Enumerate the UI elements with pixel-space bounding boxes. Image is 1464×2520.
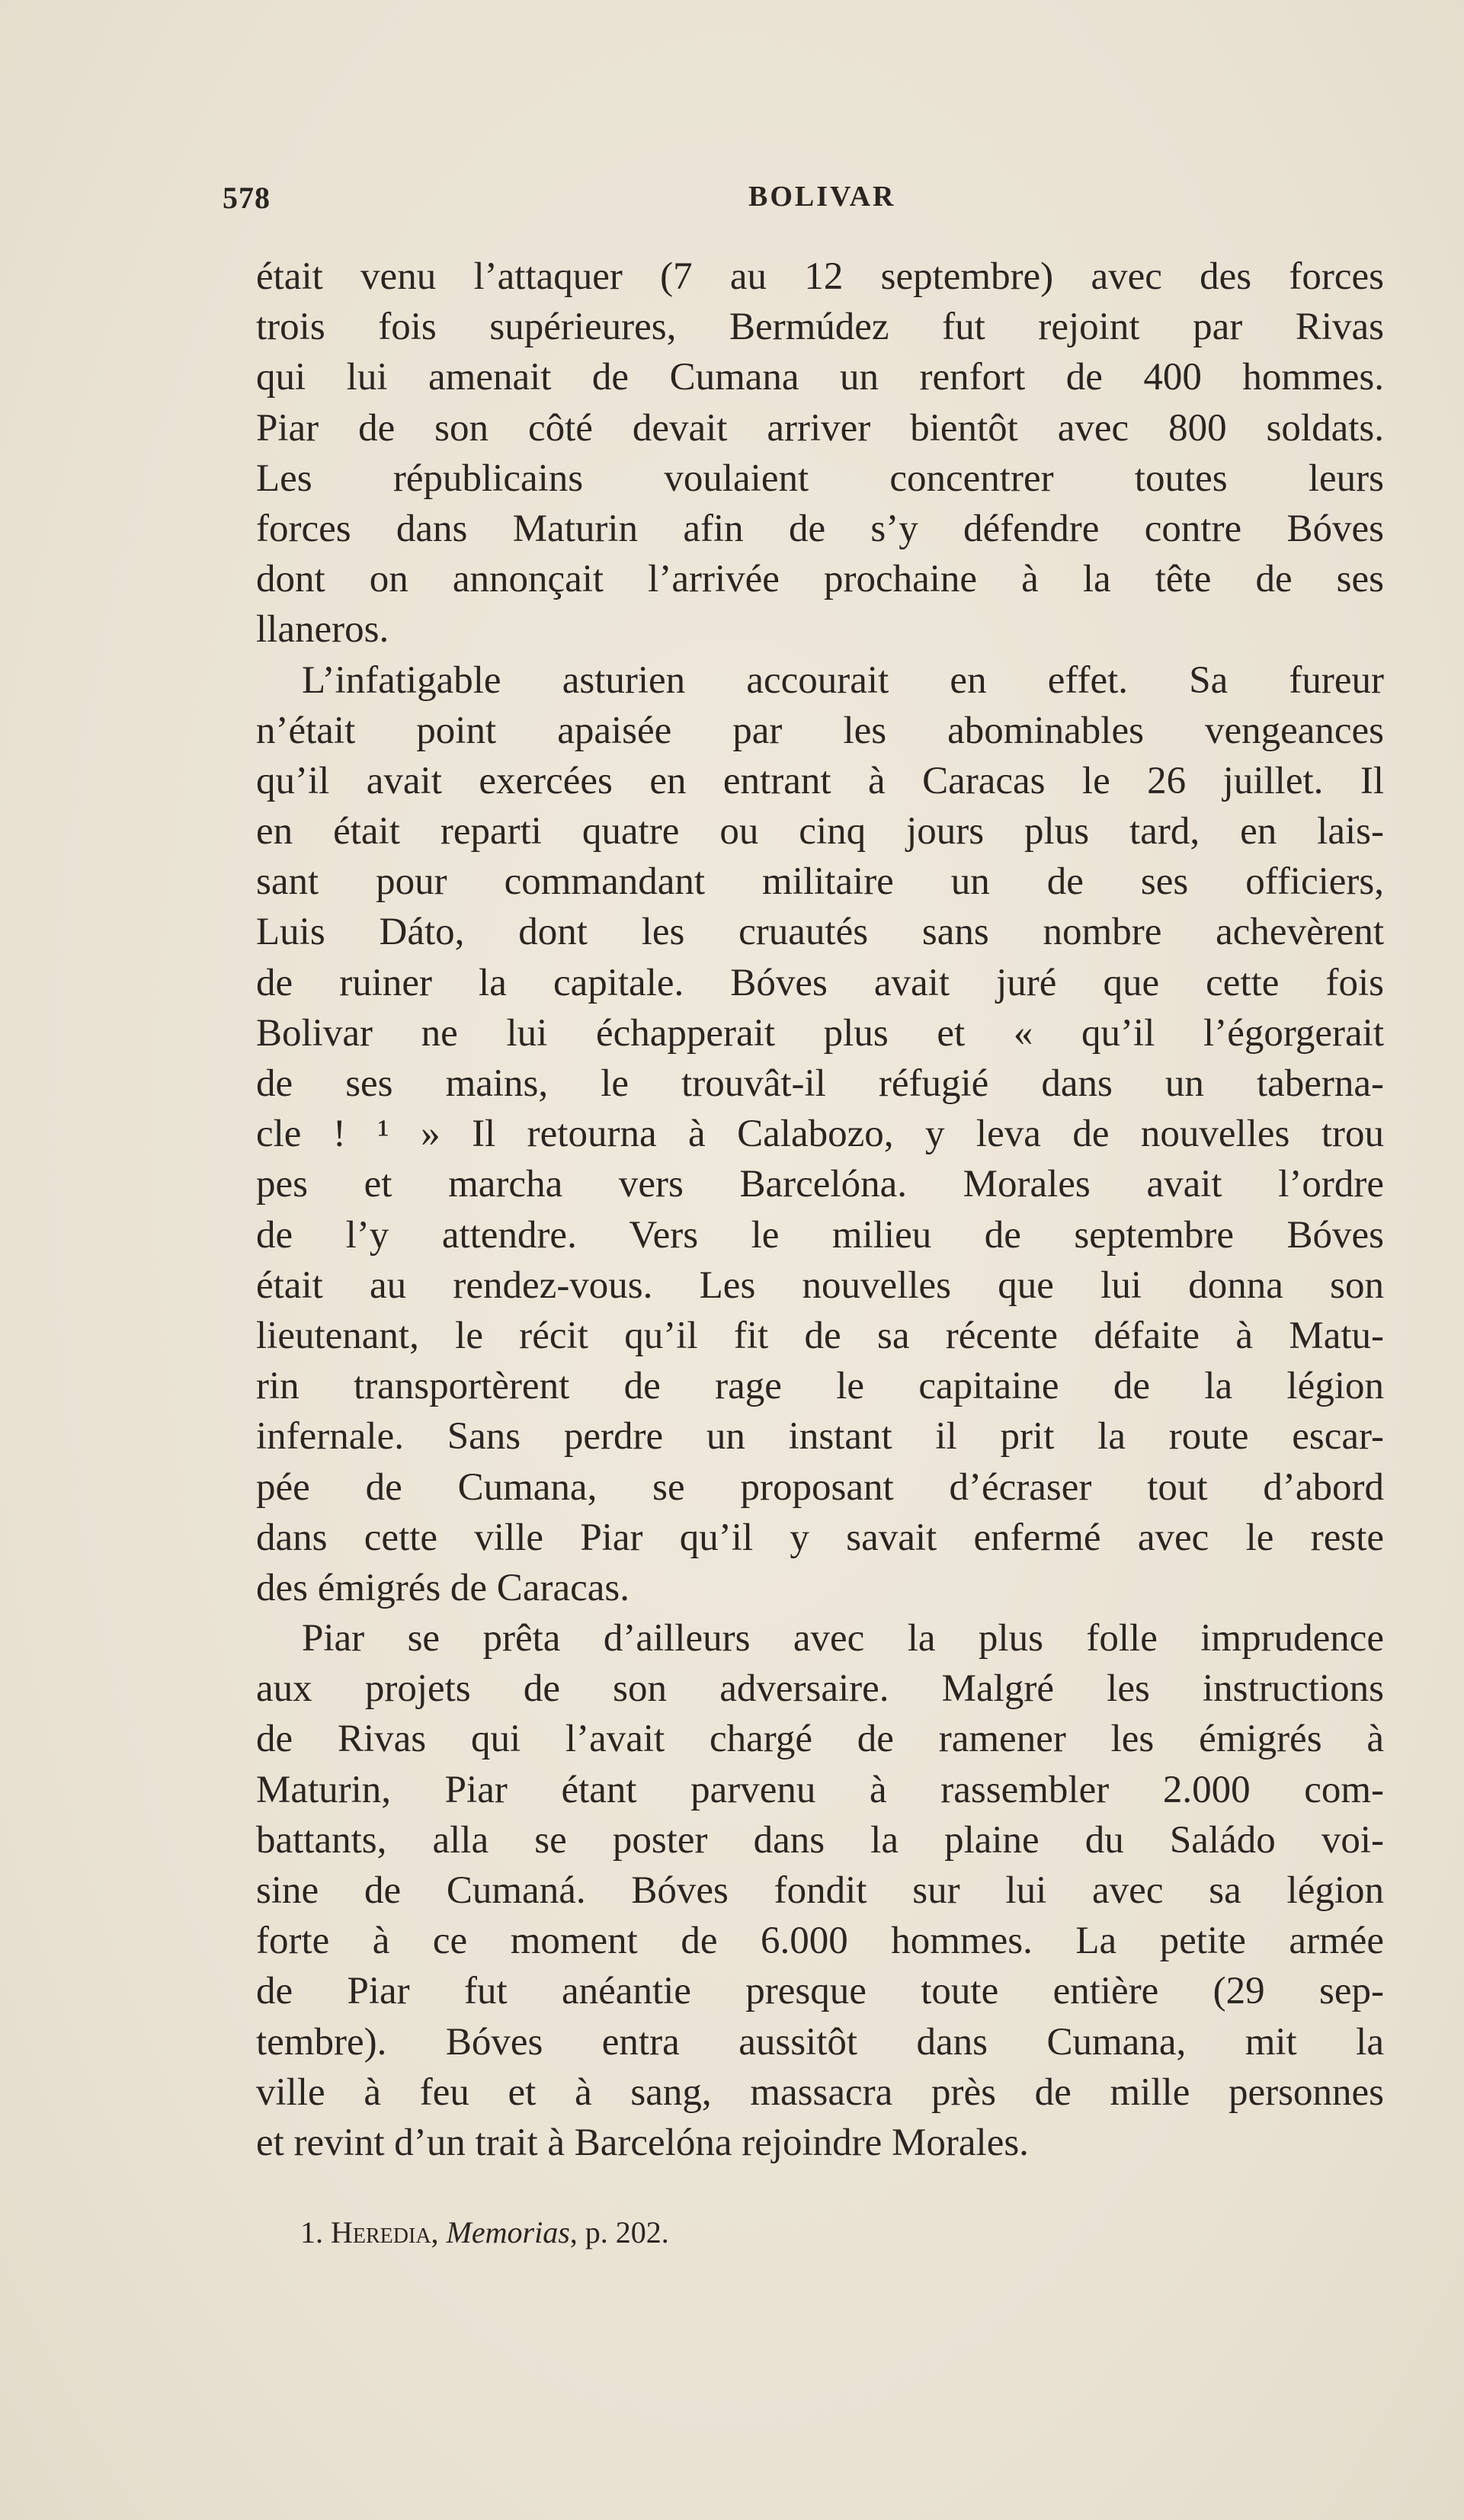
text-line: cle ! ¹ » Il retourna à Calabozo, y leva de nouvelles trou <box>256 1113 1384 1156</box>
text-line: de ruiner la capitale. Bóves avait juré que cette fois <box>256 961 1384 1004</box>
body-text <box>256 251 1384 2168</box>
text-line: L’infatigable asturien accourait en effet. Sa fureur <box>302 658 1384 702</box>
text-line: ville à feu et à sang, massacra près de mille personnes <box>256 2070 1384 2114</box>
text-line: Maturin, Piar étant parvenu à rassembler 2.000 com- <box>256 1768 1384 1811</box>
text-line: forte à ce moment de 6.000 hommes. La petite armée <box>256 1920 1384 1963</box>
text-line: n’était point apaisée par les abominables vengeances <box>256 709 1384 752</box>
text-line: lieutenant, le récit qu’il fit de sa récente défaite à Matu- <box>256 1314 1384 1357</box>
footnote-author: Heredia <box>331 2215 431 2249</box>
text-line: en était reparti quatre ou cinq jours plus tard, en lais- <box>256 810 1384 853</box>
text-line: et revint d’un trait à Barcelóna rejoindre Morales. <box>256 2121 1029 2164</box>
text-line: qui lui amenait de Cumana un renfort de 400 hommes. <box>256 356 1384 399</box>
running-head <box>223 180 1381 226</box>
text-line: qu’il avait exercées en entrant à Caracas le 26 juillet. Il <box>256 759 1384 802</box>
text-line: dans cette ville Piar qu’il y savait enfermé avec le reste <box>256 1516 1384 1559</box>
text-line: Piar de son côté devait arriver bientôt avec 800 soldats. <box>256 406 1384 450</box>
text-line: sine de Cumaná. Bóves fondit sur lui avec sa légion <box>256 1869 1384 1912</box>
text-line: trois fois supérieures, Bermúdez fut rejoint par Rivas <box>256 306 1384 349</box>
text-line: battants, alla se poster dans la plaine du Saládo voi- <box>256 1818 1384 1862</box>
text-line: sant pour commandant militaire un de ses officiers, <box>256 860 1384 904</box>
page-number: 578 <box>223 181 271 215</box>
text-line: Luis Dáto, dont les cruautés sans nombre achevèrent <box>256 911 1384 954</box>
text-line: Bolivar ne lui échapperait plus et « qu’il l’égorgerait <box>256 1011 1384 1055</box>
text-line: pée de Cumana, se proposant d’écraser tout d’abord <box>256 1465 1384 1509</box>
text-line: dont on annonçait l’arrivée prochaine à la tête de ses <box>256 558 1384 601</box>
footnote-page: p. 202. <box>585 2215 669 2249</box>
text-line: de l’y attendre. Vers le milieu de septembre Bóves <box>256 1213 1384 1257</box>
footnote: 1. Heredia, Memorias, p. 202. <box>300 2215 669 2249</box>
text-line: des émigrés de Caracas. <box>256 1566 629 1609</box>
text-line: tembre). Bóves entra aussitôt dans Cumana, mit la <box>256 2020 1384 2064</box>
text-line: de ses mains, le trouvât-il réfugié dans un taberna- <box>256 1062 1384 1105</box>
text-line: Piar se prêta d’ailleurs avec la plus folle imprudence <box>302 1617 1384 1660</box>
text-line: rin transportèrent de rage le capitaine de la légion <box>256 1365 1384 1408</box>
running-title: BOLIVAR <box>748 181 896 213</box>
text-line: Les républicains voulaient concentrer toutes leurs <box>256 456 1384 500</box>
text-line: de Rivas qui l’avait chargé de ramener les émigrés à <box>256 1718 1384 1761</box>
text-line: forces dans Maturin afin de s’y défendre contre Bóves <box>256 507 1384 550</box>
text-line: pes et marcha vers Barcelóna. Morales avait l’ordre <box>256 1163 1384 1206</box>
footnote-work: Memorias <box>446 2215 570 2249</box>
text-line: était venu l’attaquer (7 au 12 septembre) avec des forces <box>256 255 1384 298</box>
text-line: aux projets de son adversaire. Malgré les instructions <box>256 1667 1384 1711</box>
text-line: était au rendez-vous. Les nouvelles que lui donna son <box>256 1263 1384 1307</box>
text-line: infernale. Sans perdre un instant il prit la route escar- <box>256 1415 1384 1459</box>
text-line: llaneros. <box>256 608 389 652</box>
text-line: de Piar fut anéantie presque toute entière (29 sep- <box>256 1970 1384 2013</box>
footnote-number: 1. <box>300 2215 323 2249</box>
